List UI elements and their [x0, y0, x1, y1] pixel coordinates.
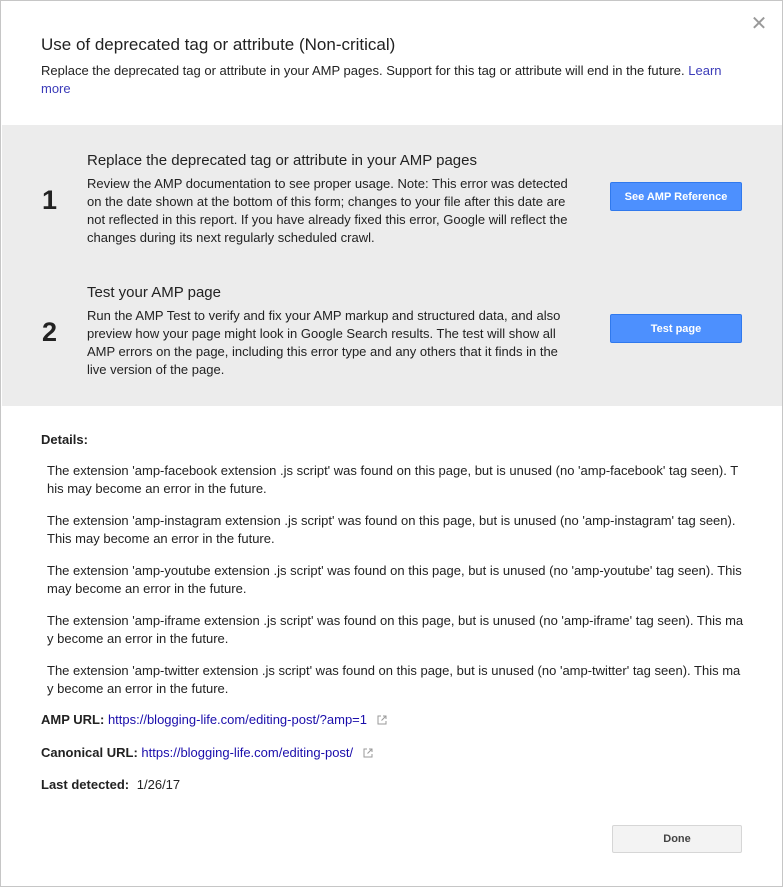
steps-panel	[2, 125, 782, 406]
subtitle-text: Replace the deprecated tag or attribute in your AMP pages. Support for this tag or attribute will end in the future.	[41, 63, 685, 78]
external-link-icon[interactable]	[363, 748, 373, 758]
amp-url-row	[41, 711, 387, 729]
step-number: 1	[42, 185, 58, 215]
last-detected-row	[41, 776, 180, 794]
step-title: Replace the deprecated tag or attribute in your AMP pages	[87, 152, 477, 169]
details-label: Details:	[41, 432, 88, 447]
step-description: Run the AMP Test to verify and fix your AMP markup and structured data, and also preview how your page might look in Google Search results. The test will show all AMP errors on the page, including this error type and any others that it finds in the live version of the page.	[87, 308, 561, 377]
detail-item: The extension 'amp-facebook extension .js script' was found on this page, but is unused (no 'amp-facebook' tag seen). This may become an error in the future.	[47, 463, 739, 496]
dialog-title: Use of deprecated tag or attribute (Non-critical)	[41, 35, 396, 54]
detail-item: The extension 'amp-instagram extension .js script' was found on this page, but is unused (no 'amp-instagram' tag seen). This may become an error in the future.	[47, 513, 736, 546]
step-number: 2	[42, 317, 58, 347]
detail-item: The extension 'amp-iframe extension .js script' was found on this page, but is unused (no 'amp-iframe' tag seen). This may become an error in the future.	[47, 613, 744, 646]
detail-item: The extension 'amp-twitter extension .js script' was found on this page, but is unused (no 'amp-twitter' tag seen). This may become an error in the future.	[47, 663, 741, 696]
external-link-icon[interactable]	[377, 715, 387, 725]
amp-url-label: AMP URL:	[41, 712, 105, 727]
learn-more-link[interactable]: Learn more	[41, 63, 722, 96]
dialog-subtitle	[41, 62, 741, 98]
canonical-url-label: Canonical URL:	[41, 745, 138, 760]
canonical-url-row	[41, 744, 373, 762]
last-detected-label: Last detected:	[41, 777, 130, 792]
test-page-button[interactable]: Test page	[610, 314, 742, 343]
detail-item: The extension 'amp-youtube extension .js script' was found on this page, but is unused (no 'amp-youtube' tag seen). This may become an error in the future.	[47, 563, 742, 596]
done-button[interactable]: Done	[612, 825, 742, 853]
amp-url-link[interactable]: https://blogging-life.com/editing-post/?amp=1	[107, 712, 368, 727]
step-description: Review the AMP documentation to see proper usage. Note: This error was detected on the date shown at the bottom of this form; changes to your file after this date are not reflected in this report. If you have already fixed this error, Google will reflect the changes during its next regularly scheduled crawl.	[87, 176, 568, 245]
step-title: Test your AMP page	[87, 284, 221, 301]
canonical-url-link[interactable]: https://blogging-life.com/editing-post/	[141, 745, 354, 760]
close-icon[interactable]: ✕	[750, 13, 768, 35]
last-detected-value: 1/26/17	[136, 777, 181, 792]
see-amp-reference-button[interactable]: See AMP Reference	[610, 182, 742, 211]
